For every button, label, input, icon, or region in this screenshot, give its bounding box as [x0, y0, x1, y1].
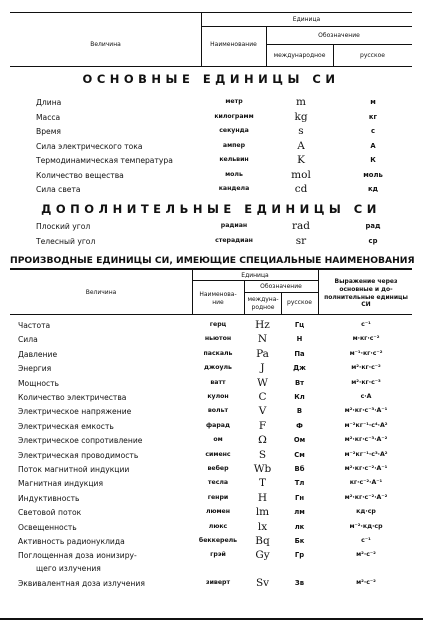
unit-name: кандела	[218, 185, 250, 192]
intl-symbol: lx	[257, 520, 268, 533]
quantity-name: Количество вещества	[36, 171, 124, 180]
intl-symbol: Hz	[255, 319, 270, 331]
quantity-name: Масса	[36, 113, 61, 122]
section-derived-title: ПРОИЗВОДНЫЕ ЕДИНИЦЫ СИ, ИМЕЮЩИЕ СПЕЦИАЛЬНЫЕ НАИМЕНОВАНИЯ	[10, 255, 415, 266]
unit-name: тесла	[207, 479, 229, 487]
intl-symbol: rad	[291, 220, 310, 232]
intl-symbol: Ω	[258, 434, 267, 447]
quantity-name: Плоский угол	[36, 222, 91, 231]
quantity-name: Термодинамическая температура	[36, 156, 173, 165]
ru-symbol: Н	[296, 335, 303, 344]
quantity-name: Сила	[18, 335, 38, 345]
ru-symbol: Зв	[294, 578, 305, 587]
section-extra-title: ДОПОЛНИТЕЛЬНЫЕ ЕДИНИЦЫ СИ	[41, 202, 381, 216]
ru-symbol: кд	[367, 185, 379, 193]
ru-symbol: м	[370, 98, 376, 106]
intl-symbol: Gy	[255, 549, 270, 562]
unit-name: кельвин	[219, 156, 249, 163]
quantity-name: Количество электричества	[18, 393, 127, 402]
intl-symbol: W	[257, 376, 268, 389]
unit-expression: м²·кг·с⁻²	[351, 364, 381, 372]
quantity-name: Время	[36, 127, 61, 136]
intl-symbol: sr	[295, 235, 307, 247]
unit-expression: м⁻²·кд·ср	[349, 522, 383, 530]
ru-symbol: Гц	[294, 321, 305, 329]
unit-expression: м·кг·с⁻²	[352, 335, 380, 343]
quantity-name: Мощность	[18, 378, 60, 388]
intl-symbol: V	[258, 405, 267, 418]
header-international: международное	[273, 52, 326, 59]
intl-symbol: m	[296, 96, 306, 108]
intl-symbol: Bq	[255, 535, 270, 547]
quantity-name: Световой поток	[18, 508, 82, 518]
section-base-title: ОСНОВНЫЕ ЕДИНИЦЫ СИ	[82, 72, 340, 86]
quantity-name: Индуктивность	[18, 493, 80, 503]
derived-header-name: Наименова-ние	[199, 291, 237, 306]
quantity-name: Сила электрического тока	[36, 142, 143, 151]
intl-symbol: cd	[294, 183, 308, 195]
quantity-name: Частота	[18, 321, 51, 330]
quantity-name: Поглощенная доза ионизиру-	[18, 551, 137, 561]
unit-expression: с·А	[360, 393, 372, 400]
quantity-name: Электрическая емкость	[18, 421, 114, 431]
intl-symbol: A	[297, 140, 305, 152]
intl-symbol: s	[298, 125, 304, 137]
ru-symbol: В	[296, 407, 303, 416]
ru-symbol: лк	[294, 522, 305, 531]
intl-symbol: lm	[255, 506, 270, 519]
intl-symbol: kg	[294, 111, 308, 123]
quantity-name: Длина	[36, 98, 62, 107]
unit-name: зиверт	[205, 578, 231, 586]
unit-name: стерадиан	[215, 237, 253, 244]
ru-symbol: Ф	[296, 421, 303, 430]
derived-header-quantity: Величина	[85, 289, 117, 296]
unit-expression: м²·кг·с⁻³·А⁻¹	[344, 407, 388, 415]
intl-symbol: F	[258, 419, 267, 432]
intl-symbol: T	[258, 477, 266, 490]
intl-symbol: N	[257, 333, 268, 346]
header-unit: Единица	[292, 16, 321, 23]
header-quantity: Величина	[90, 41, 121, 48]
header-russian: русское	[360, 52, 385, 59]
quantity-name-continued: щего излучения	[36, 564, 101, 574]
ru-symbol: См	[294, 450, 305, 459]
unit-name: килограмм	[214, 113, 254, 120]
intl-symbol: H	[257, 491, 268, 504]
header-name: Наименование	[210, 41, 257, 48]
quantity-name: Эквивалентная доза излучения	[18, 578, 145, 588]
ru-symbol: Тл	[294, 479, 305, 488]
intl-symbol: Pa	[256, 347, 269, 360]
unit-name: люмен	[205, 508, 231, 516]
quantity-name: Электрическое напряжение	[18, 407, 132, 417]
intl-symbol: S	[258, 448, 267, 461]
unit-expression: м²·с⁻²	[356, 551, 376, 559]
unit-name: ом	[213, 436, 223, 444]
quantity-name: Освещенность	[18, 522, 77, 532]
derived-header-russian: русское	[287, 299, 312, 306]
quantity-name: Активность радионуклида	[18, 537, 125, 546]
ru-symbol: Гр	[294, 551, 305, 560]
ru-symbol: Гн	[294, 493, 305, 502]
ru-symbol: К	[370, 156, 376, 164]
derived-header-expression: Выражение через основные и до-полнительные единицы СИ	[324, 278, 408, 309]
unit-name: вебер	[207, 465, 229, 472]
unit-name: секунда	[219, 127, 249, 134]
quantity-name: Энергия	[18, 364, 52, 374]
unit-expression: м⁻²кг⁻¹·с³·А²	[344, 450, 388, 458]
intl-symbol: Wb	[253, 463, 272, 475]
ru-symbol: рад	[365, 222, 381, 230]
intl-symbol: Sv	[255, 576, 270, 589]
unit-expression: с⁻¹	[361, 321, 371, 328]
unit-expression: м²·кг·с⁻³·А⁻²	[344, 436, 388, 444]
derived-header-international: междуна-родное	[247, 296, 279, 311]
unit-name: паскаль	[203, 349, 233, 357]
ru-symbol: моль	[363, 171, 383, 179]
quantity-name: Поток магнитной индукции	[18, 465, 130, 474]
quantity-name: Давление	[18, 349, 58, 359]
unit-name: фарад	[206, 421, 230, 429]
unit-name: люкс	[208, 522, 228, 530]
intl-symbol: C	[258, 391, 267, 403]
ru-symbol: А	[370, 142, 376, 150]
unit-expression: м⁻²кг⁻¹·с⁴·А²	[344, 421, 388, 429]
ru-symbol: Бк	[294, 537, 305, 545]
ru-symbol: кг	[368, 113, 378, 121]
unit-name: ампер	[222, 142, 246, 149]
ru-symbol: Кл	[294, 393, 305, 401]
quantity-name: Магнитная индукция	[18, 479, 104, 489]
ru-symbol: Вб	[294, 465, 305, 473]
ru-symbol: Дж	[293, 364, 306, 373]
quantity-name: Сила света	[36, 185, 81, 194]
ru-symbol: ср	[368, 237, 378, 245]
ru-symbol: Па	[294, 349, 305, 358]
ru-symbol: лм	[294, 508, 305, 517]
unit-name: грэй	[210, 551, 226, 559]
intl-symbol: K	[297, 154, 305, 166]
unit-expression: м²·кг·с⁻²·А⁻²	[344, 493, 388, 501]
unit-name: ватт	[210, 378, 226, 386]
unit-name: вольт	[207, 407, 229, 415]
unit-name: моль	[225, 171, 243, 178]
unit-name: кулон	[207, 393, 229, 400]
quantity-name: Электрическая проводимость	[18, 450, 139, 460]
unit-name: ньютон	[204, 335, 232, 343]
unit-name: беккерель	[198, 537, 238, 544]
unit-expression: м²·кг·с⁻²·А⁻¹	[344, 465, 388, 472]
intl-symbol: J	[260, 362, 265, 375]
unit-expression: м²·с⁻²	[356, 578, 376, 586]
unit-expression: м⁻¹·кг·с⁻²	[349, 349, 383, 357]
intl-symbol: mol	[291, 169, 311, 181]
derived-header-designation: Обозначение	[260, 283, 302, 290]
unit-expression: кд·ср	[356, 508, 376, 516]
unit-name: сименс	[205, 450, 231, 458]
unit-name: джоуль	[204, 364, 232, 372]
unit-expression: м²·кг·с⁻³	[351, 378, 381, 386]
ru-symbol: Ом	[293, 436, 306, 445]
header-designation: Обозначение	[318, 32, 360, 39]
derived-header-unit: Единица	[241, 272, 269, 279]
unit-name: радиан	[220, 222, 248, 229]
unit-name: герц	[209, 321, 227, 328]
quantity-name: Электрическое сопротивление	[18, 436, 143, 446]
ru-symbol: Вт	[294, 378, 305, 387]
unit-expression: кг·с⁻²·А⁻¹	[349, 479, 383, 487]
unit-name: генри	[207, 493, 229, 501]
unit-name: метр	[225, 98, 243, 105]
ru-symbol: с	[370, 127, 376, 135]
quantity-name: Телесный угол	[36, 237, 96, 246]
unit-expression: с⁻¹	[361, 537, 371, 544]
